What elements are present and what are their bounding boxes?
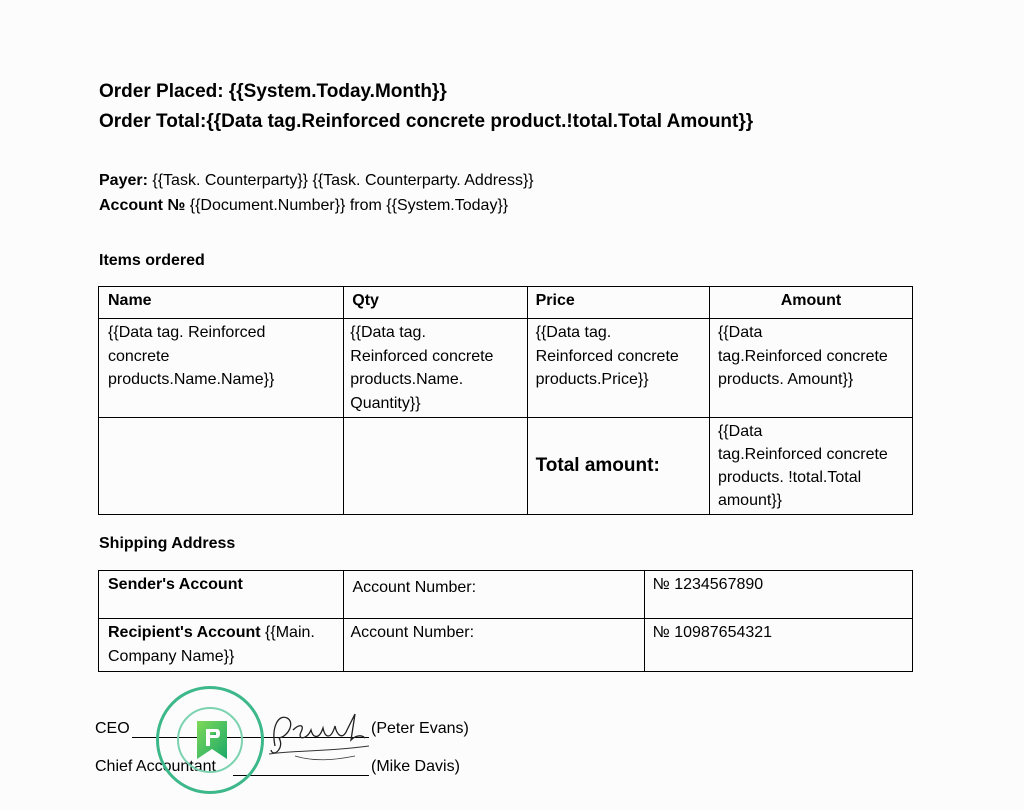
total-empty-cell-2: [344, 418, 527, 515]
ceo-title: CEO: [95, 720, 130, 737]
sender-label-cell: [99, 571, 344, 619]
header-cell-qty: Qty: [344, 287, 527, 319]
total-label: Total amount:: [535, 455, 660, 477]
sender-label: Sender's Account: [108, 576, 243, 593]
row-cell-amount: {{Data tag.Reinforced concrete products. Amount}}: [709, 319, 912, 418]
order-placed-line: [99, 81, 447, 103]
header-cell-price: Price: [527, 287, 709, 319]
order-placed-value: {{System.Today.Month}}: [223, 81, 447, 102]
payer-line: [99, 172, 534, 190]
order-total-line: [99, 111, 753, 133]
row-cell-price: {{Data tag. Reinforced concrete products.Price}}: [527, 319, 709, 418]
company-logo-icon: [195, 719, 229, 761]
row-cell-name: {{Data tag. Reinforced concrete products.Name.Name}}: [99, 319, 344, 418]
header-cell-amount: Amount: [709, 287, 912, 319]
recipient-account-label-cell: [344, 619, 644, 672]
accountant-signature-line: [233, 775, 369, 776]
account-line: [99, 197, 508, 215]
account-label: Account №: [99, 197, 186, 214]
recipient-account-label: Account Number:: [350, 624, 475, 641]
recipient-account-value: № 10987654321: [652, 624, 773, 641]
recipient-account-value-cell: [644, 619, 912, 672]
company-stamp-icon: [156, 686, 264, 794]
header-cell-name: Name: [99, 287, 344, 319]
table-row: [99, 319, 913, 418]
total-value-cell: {{Data tag.Reinforced concrete products. !total.Total amount}}: [709, 418, 912, 515]
recipient-row: [99, 619, 913, 672]
sender-row: [99, 571, 913, 619]
row-cell-qty: {{Data tag. Reinforced concrete products.Name. Quantity}}: [344, 319, 527, 418]
payer-value: {{Task. Counterparty}} {{Task. Counterparty. Address}}: [147, 172, 534, 189]
items-section-title: Items ordered: [99, 252, 205, 269]
order-placed-label: Order Placed:: [99, 81, 224, 102]
order-total-label: Order Total:: [99, 111, 207, 132]
shipping-section-title: Shipping Address: [99, 535, 236, 552]
recipient-label-cell: Recipient's Account {{Main. Company Name}}: [99, 619, 344, 672]
recipient-value: {{Main.: [260, 624, 315, 641]
handwritten-signature-icon: [265, 706, 375, 766]
sender-account-value-cell: [644, 571, 912, 619]
sender-account-value: № 1234567890: [652, 576, 764, 593]
total-row: [99, 418, 913, 515]
total-empty-cell-1: [99, 418, 344, 515]
accountant-title: Chief Accountant: [95, 758, 216, 775]
accountant-name: (Mike Davis): [371, 758, 460, 775]
total-label-cell: [527, 418, 709, 515]
recipient-label: Recipient's Account: [108, 624, 261, 641]
account-value: {{Document.Number}} from {{System.Today}}: [185, 197, 509, 214]
items-header-row: [99, 287, 913, 319]
payer-label: Payer:: [99, 172, 148, 189]
order-total-value: {{Data tag.Reinforced concrete product.!total.Total Amount}}: [206, 111, 754, 132]
ceo-name: (Peter Evans): [371, 720, 469, 737]
items-table: [98, 286, 913, 515]
sender-account-label: Account Number:: [352, 579, 477, 596]
shipping-table: [98, 570, 913, 672]
sender-account-label-cell: [344, 571, 644, 619]
